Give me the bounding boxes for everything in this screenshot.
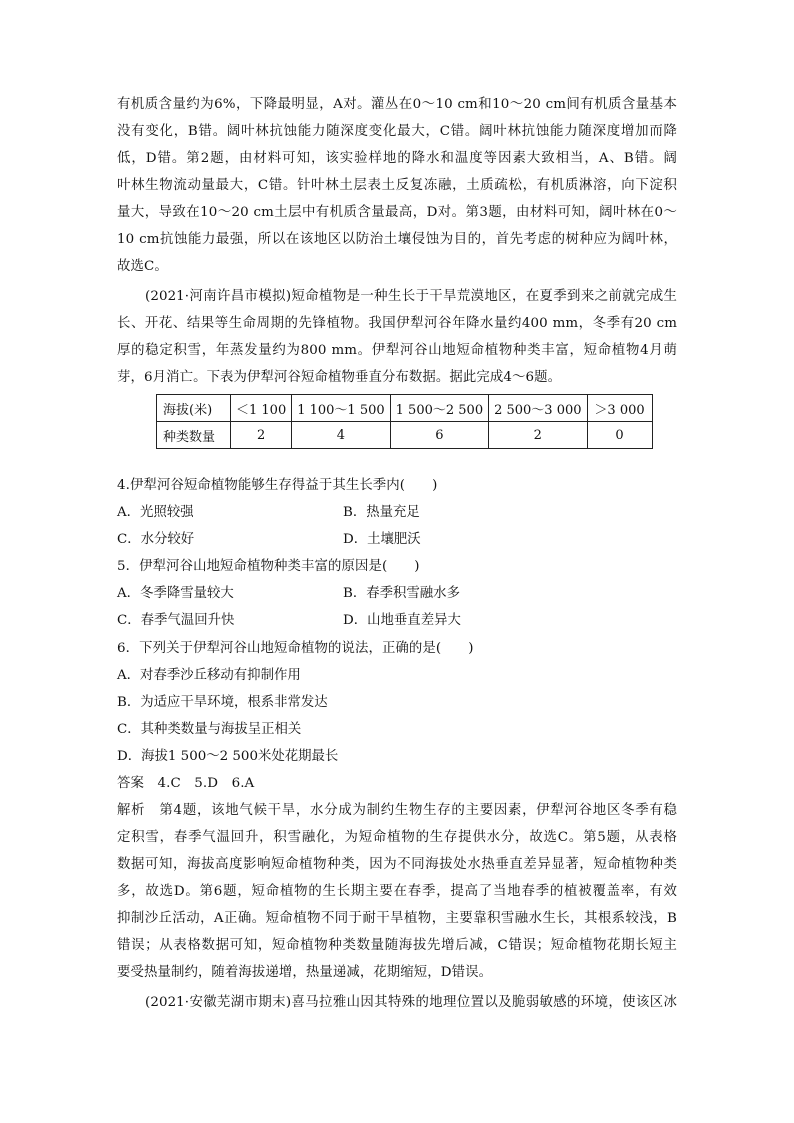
material-line-4: 芽，6月消亡。下表为伊犁河谷短命植物垂直分布数据。据此完成4～6题。 <box>117 370 562 385</box>
question-4-option-a: A．光照较强 <box>117 505 194 520</box>
explanation-line-3: 低，D错。第2题，由材料可知，该实验样地的降水和温度等因素大致相当，A、B错。阔 <box>117 151 677 166</box>
table-row-label-count: 种类数量 <box>157 422 231 449</box>
material-line-1: (2021·河南许昌市模拟)短命植物是一种生长于干旱荒漠地区，在夏季到来之前就完成生 <box>145 289 677 304</box>
analysis-line-2: 定积雪，春季气温回升，积雪融化，为短命植物的生存提供水分，故选C。第5题，从表格 <box>117 830 677 845</box>
explanation-line-6: 10 cm抗蚀能力最强，所以在该地区以防治土壤侵蚀为目的，首先考虑的树种应为阔叶林， <box>117 232 677 247</box>
table-row <box>157 395 653 422</box>
table-header-cell: 1 500～2 500 <box>390 395 488 422</box>
question-6-option-b: B．为适应干旱环境，根系非常发达 <box>117 695 328 710</box>
table-value-cell: 6 <box>390 422 488 449</box>
question-5-option-c: C．春季气温回升快 <box>117 613 235 628</box>
answer-line: 答案 4.C 5.D 6.A <box>117 776 255 791</box>
table-header-cell: ＜1 100 <box>231 395 292 422</box>
next-material-line: (2021·安徽芜湖市期末)喜马拉雅山因其特殊的地理位置以及脆弱敏感的环境，使该区冰 <box>145 995 677 1010</box>
altitude-species-table <box>156 394 653 449</box>
analysis-line-4: 多，故选D。第6题，短命植物的生长期主要在春季，提高了当地春季的植被覆盖率，有效 <box>117 884 677 899</box>
explanation-line-5: 量大，导致在10～20 cm土层中有机质含量最高，D对。第3题，由材料可知，阔叶林在0～ <box>117 205 677 220</box>
question-6-option-c: C．其种类数量与海拔呈正相关 <box>117 722 302 737</box>
question-4-stem: 4.伊犁河谷短命植物能够生存得益于其生长季内( ) <box>117 478 438 493</box>
table-row-label-altitude: 海拔(米) <box>157 395 231 422</box>
analysis-line-6: 错误；从表格数据可知，短命植物种类数量随海拔先增后减，C错误；短命植物花期长短主 <box>117 938 677 953</box>
question-6-stem: 6．下列关于伊犁河谷山地短命植物的说法，正确的是( ) <box>117 641 474 656</box>
analysis-line-7: 要受热量制约，随着海拔递增，热量递减，花期缩短，D错误。 <box>117 965 493 980</box>
question-5-stem: 5．伊犁河谷山地短命植物种类丰富的原因是( ) <box>117 559 420 574</box>
table-header-cell: ＞3 000 <box>587 395 652 422</box>
table-value-cell: 2 <box>231 422 292 449</box>
explanation-line-4: 叶林生物流动量最大，C错。针叶林土层表土反复冻融，土质疏松，有机质淋溶，向下淀积 <box>117 178 677 193</box>
question-5-option-d: D．山地垂直差异大 <box>343 613 461 628</box>
analysis-line-3: 数据可知，海拔高度影响短命植物种类，因为不同海拔处水热垂直差异显著，短命植物种类 <box>117 857 677 872</box>
table-value-cell: 2 <box>489 422 587 449</box>
explanation-line-2: 没有变化，B错。阔叶林抗蚀能力随深度变化最大，C错。阔叶林抗蚀能力随深度增加而降 <box>117 124 677 139</box>
table-value-cell: 0 <box>587 422 652 449</box>
explanation-line-7: 故选C。 <box>117 259 168 274</box>
question-4-option-d: D．土壤肥沃 <box>343 532 421 547</box>
analysis-line-5: 抑制沙丘活动，A正确。短命植物不同于耐干旱植物，主要靠积雪融水生长，其根系较浅，B <box>117 911 677 926</box>
question-4-option-c: C．水分较好 <box>117 532 195 547</box>
table-header-cell: 2 500～3 000 <box>489 395 587 422</box>
analysis-line-1: 解析 第4题，该地气候干旱，水分成为制约生物生存的主要因素，伊犁河谷地区冬季有稳 <box>117 803 677 818</box>
question-6-option-d: D．海拔1 500～2 500米处花期最长 <box>117 749 339 764</box>
material-line-2: 长、开花、结果等生命周期的先锋植物。我国伊犁河谷年降水量约400 mm，冬季有20 cm <box>117 316 677 331</box>
table-header-cell: 1 100～1 500 <box>292 395 390 422</box>
question-5-option-a: A．冬季降雪量较大 <box>117 586 234 601</box>
question-5-option-b: B．春季积雪融水多 <box>343 586 460 601</box>
question-4-option-b: B．热量充足 <box>343 505 420 520</box>
table-value-cell: 4 <box>292 422 390 449</box>
question-6-option-a: A．对春季沙丘移动有抑制作用 <box>117 668 301 683</box>
material-line-3: 厚的稳定积雪，年蒸发量约为800 mm。伊犁河谷山地短命植物种类丰富，短命植物4月萌 <box>117 343 677 358</box>
explanation-line-1: 有机质含量约为6%，下降最明显，A对。灌丛在0～10 cm和10～20 cm间有机质含量基本 <box>117 97 677 112</box>
table-row <box>157 422 653 449</box>
